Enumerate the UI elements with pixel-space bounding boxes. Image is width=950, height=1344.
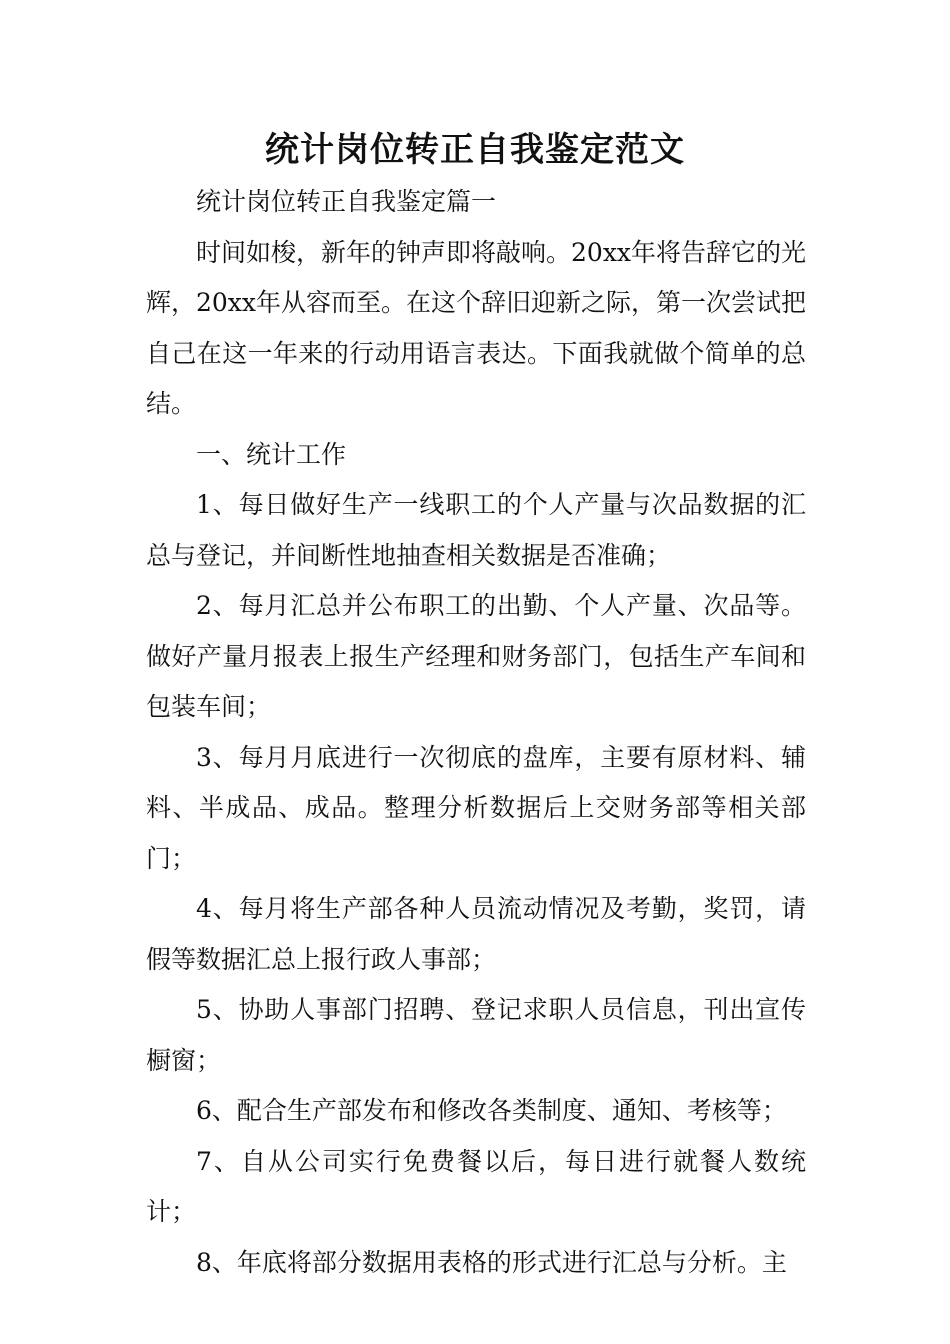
section-heading-statistics: 一、统计工作 <box>196 439 347 469</box>
list-item-7: 7、自从公司实行免费餐以后，每日进行就餐人数统计； <box>146 1146 806 1226</box>
list-item-6: 6、配合生产部发布和修改各类制度、通知、考核等； <box>196 1096 787 1125</box>
paragraph-intro: 时间如梭，新年的钟声即将敲响。20xx年将告辞它的光辉，20xx年从容而至。在这个辞旧迎新之际，第一次尝试把自己在这一年来的行动用语言表达。下面我就做个简单的总结。 <box>146 237 807 418</box>
document-body <box>146 177 806 1288</box>
list-item-3: 3、每月月底进行一次彻底的盘库，主要有原材料、辅料、半成品、成品。整理分析数据后上交财务部等相关部门； <box>146 742 806 873</box>
document-title: 统计岗位转正自我鉴定范文 <box>265 130 685 170</box>
section-subtitle: 统计岗位转正自我鉴定篇一 <box>196 187 497 216</box>
list-item-4: 4、每月将生产部各种人员流动情况及考勤，奖罚，请假等数据汇总上报行政人事部； <box>146 894 806 974</box>
list-item-5: 5、协助人事部门招聘、登记求职人员信息，刊出宣传橱窗； <box>146 995 806 1075</box>
list-item-1: 1、每日做好生产一线职工的个人产量与次品数据的汇总与登记，并间断性地抽查相关数据是否准确； <box>146 490 806 570</box>
list-item-2: 2、每月汇总并公布职工的出勤、个人产量、次品等。做好产量月报表上报生产经理和财务部门，包括生产车间和包装车间； <box>146 591 806 721</box>
list-item-8: 8、年底将部分数据用表格的形式进行汇总与分析。主 <box>196 1247 787 1277</box>
